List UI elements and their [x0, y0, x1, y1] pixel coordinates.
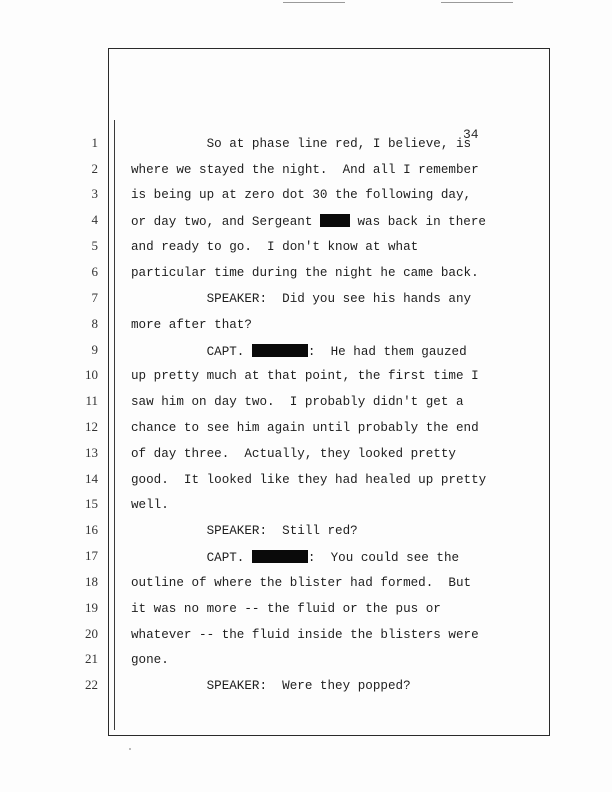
line-number: 3 — [91, 186, 98, 201]
redaction-block — [320, 214, 350, 227]
transcript-line: and ready to go. I don't know at what — [131, 240, 419, 254]
transcript-line: gone. — [131, 653, 169, 667]
transcript-line: of day three. Actually, they looked pretty — [131, 447, 456, 461]
line-number: 5 — [91, 238, 98, 253]
redaction-block — [252, 550, 308, 563]
transcript-line: well. — [131, 498, 169, 512]
line-text: CAPT. — [131, 345, 252, 359]
line-text: was back in there — [349, 215, 486, 229]
transcript-line — [131, 214, 486, 229]
line-number: 18 — [85, 574, 98, 589]
line-number: 2 — [91, 161, 98, 176]
line-number: 4 — [91, 212, 98, 227]
line-number: 14 — [85, 471, 98, 486]
page-number: 34 — [463, 127, 479, 142]
transcript-line: it was no more -- the fluid or the pus or — [131, 602, 441, 616]
transcript-line: good. It looked like they had healed up pretty — [131, 473, 487, 487]
line-text: CAPT. — [131, 551, 252, 565]
line-number: 22 — [85, 677, 98, 692]
line-number-rule — [114, 120, 115, 730]
line-text: : You could see the — [307, 551, 460, 565]
transcript-line: SPEAKER: Did you see his hands any — [131, 292, 472, 306]
transcript-line: SPEAKER: Still red? — [131, 524, 358, 538]
scan-speck — [129, 748, 131, 750]
line-number: 12 — [85, 419, 98, 434]
line-number: 17 — [85, 548, 98, 563]
line-number: 19 — [85, 600, 98, 615]
line-number: 21 — [85, 651, 98, 666]
transcript-line: more after that? — [131, 318, 252, 332]
line-number: 6 — [91, 264, 98, 279]
line-number: 9 — [91, 342, 98, 357]
line-number: 7 — [91, 290, 98, 305]
scan-mark — [441, 2, 513, 3]
transcript-line: is being up at zero dot 30 the following day, — [131, 188, 472, 202]
transcript-line — [131, 550, 459, 565]
redaction-block — [252, 344, 308, 357]
transcript-line — [131, 344, 467, 359]
transcript-line: So at phase line red, I believe, is — [131, 137, 472, 151]
line-text: or day two, and Sergeant — [131, 215, 320, 229]
line-text: : He had them gauzed — [307, 345, 467, 359]
transcript-line: outline of where the blister had formed. But — [131, 576, 472, 590]
transcript-line: whatever -- the fluid inside the blisters were — [131, 628, 479, 642]
transcript-line: saw him on day two. I probably didn't get a — [131, 395, 464, 409]
line-number: 1 — [91, 135, 98, 150]
transcript-line: SPEAKER: Were they popped? — [131, 679, 411, 693]
line-number: 13 — [85, 445, 98, 460]
transcript-line: where we stayed the night. And all I remember — [131, 163, 479, 177]
line-number: 20 — [85, 626, 98, 641]
line-number: 15 — [85, 496, 98, 511]
line-number: 10 — [85, 367, 98, 382]
line-number: 8 — [91, 316, 98, 331]
line-number: 16 — [85, 522, 98, 537]
scan-mark — [283, 2, 345, 3]
line-number: 11 — [85, 393, 98, 408]
transcript-line: up pretty much at that point, the first time I — [131, 369, 479, 383]
transcript-line: chance to see him again until probably the end — [131, 421, 479, 435]
transcript-line: particular time during the night he came back. — [131, 266, 479, 280]
